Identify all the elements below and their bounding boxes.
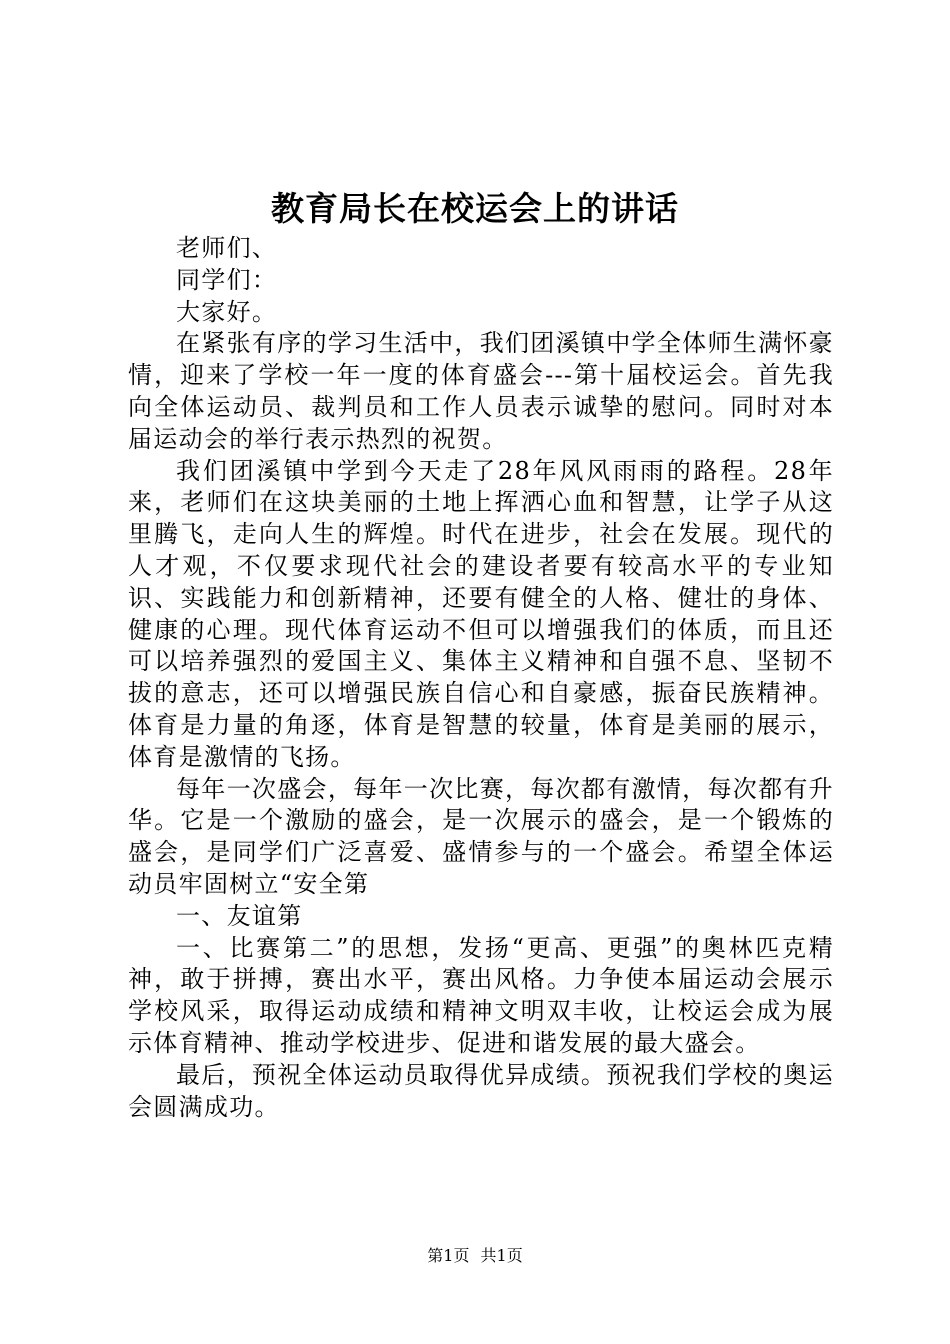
page-total: 共1页	[480, 1246, 523, 1265]
document-title: 教育局长在校运会上的讲话	[271, 189, 679, 228]
paragraph-history: 我们团溪镇中学到今天走了28年风风雨雨的路程。28年来，老师们在这块美丽的土地上挥洒心血和智慧，让学子从这里腾飞，走向人生的辉煌。时代在进步，社会在发展。现代的人才观，不仅要求现代社会的建设者要有较高水平的专业知识、实践能力和创新精神，还要有健全的人格、健壮的身体、健康的心理。现代体育运动不但可以增强我们的体质，而且还可以培养强烈的爱国主义、集体主义精神和自强不息、坚韧不拔的意志，还可以增强民族自信心和自豪感，振奋民族精神。体育是力量的角逐，体育是智慧的较量，体育是美丽的展示，体育是激情的飞扬。	[128, 456, 834, 771]
paragraph-competition: 一、比赛第二”的思想，发扬“更高、更强”的奥林匹克精神，敢于拼搏，赛出水平，赛出风格。力争使本届运动会展示学校风采，取得运动成绩和精神文明双丰收，让校运会成为展示体育精神、推动学校进步、促进和谐发展的最大盛会。	[128, 933, 834, 1057]
greeting-teachers: 老师们、	[176, 234, 278, 262]
greeting-all: 大家好。	[176, 297, 278, 326]
document-body	[128, 233, 834, 1123]
page-footer	[0, 1244, 950, 1268]
greeting-students: 同学们：	[176, 265, 278, 294]
paragraph-annual-event: 每年一次盛会，每年一次比赛，每次都有激情，每次都有升华。它是一个激励的盛会，是一次展示的盛会，是一个锻炼的盛会，是同学们广泛喜爱、盛情参与的一个盛会。希望全体运动员牢固树立“安全第	[128, 774, 834, 898]
page-number: 第1页	[427, 1246, 470, 1265]
paragraph-closing: 最后，预祝全体运动员取得优异成绩。预祝我们学校的奥运会圆满成功。	[128, 1060, 834, 1121]
paragraph-opening: 在紧张有序的学习生活中，我们团溪镇中学全体师生满怀豪情，迎来了学校一年一度的体育盛会---第十届校运会。首先我向全体运动员、裁判员和工作人员表示诚挚的慰问。同时对本届运动会的举行表示热烈的祝贺。	[128, 329, 834, 453]
paragraph-friendship: 一、友谊第	[176, 901, 303, 930]
